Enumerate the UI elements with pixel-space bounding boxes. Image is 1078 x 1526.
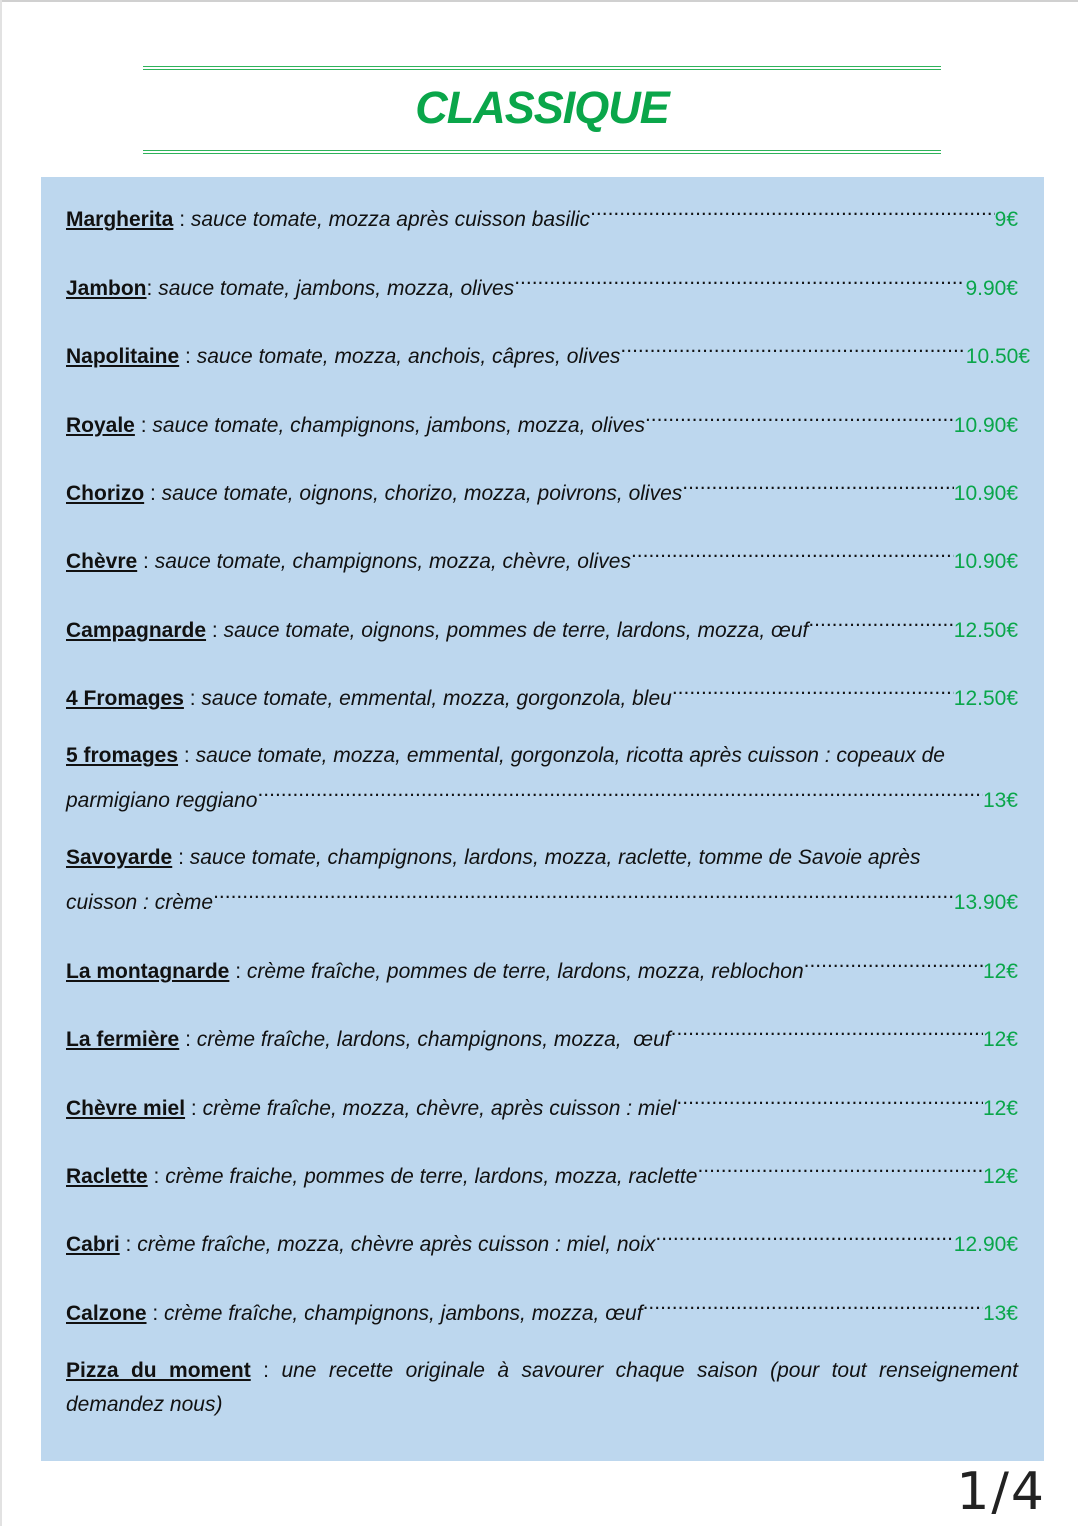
item-price: 10.90€: [953, 414, 1018, 437]
dot-leader: [804, 944, 983, 978]
item-name: Calzone: [66, 1302, 147, 1325]
menu-item-jambon: [66, 261, 1018, 306]
item-description: sauce tomate, mozza, anchois, câpres, olives: [196, 345, 621, 368]
item-separator: :: [173, 208, 191, 231]
item-description: sauce tomate, champignons, jambons, mozza, olives: [152, 414, 645, 437]
item-description: sauce tomate, mozza, emmental, gorgonzola, ricotta après cuisson : copeaux de: [195, 744, 945, 767]
item-description: sauce tomate, champignons, lardons, mozza, raclette, tomme de Savoie après: [189, 846, 921, 869]
item-name: Pizza du moment: [66, 1359, 251, 1382]
menu-item-4-fromages: [66, 671, 1018, 716]
dot-leader: [671, 1012, 983, 1046]
menu-item-campagnarde: [66, 603, 1018, 648]
item-separator: :: [144, 482, 162, 505]
dot-leader: [676, 1081, 983, 1115]
menu-item-calzone: [66, 1286, 1018, 1331]
menu-list: [41, 177, 1044, 1461]
menu-item-savoyarde: [66, 841, 1018, 920]
item-name: Napolitaine: [66, 345, 180, 368]
item-price: 12.50€: [953, 687, 1018, 710]
menu-item-margherita: [66, 192, 1018, 237]
menu-item-napolitaine: [66, 329, 1030, 374]
dot-leader: [213, 875, 954, 909]
item-price: 9.90€: [965, 277, 1018, 300]
item-separator: :: [147, 1165, 166, 1188]
item-description: crème fraîche, champignons, jambons, mozza, œuf: [164, 1302, 643, 1325]
page-top-border: [0, 0, 1078, 2]
title-rule-top: [143, 66, 941, 70]
menu-item-chevre-miel: [66, 1081, 1018, 1126]
item-separator: :: [206, 619, 224, 642]
item-name: 4 Fromages: [66, 687, 184, 710]
item-description: une recette originale à savourer chaque saison (pour tout renseignement demandez nous): [66, 1359, 1018, 1416]
dot-leader: [257, 773, 982, 807]
dot-leader: [620, 329, 965, 363]
item-separator: :: [178, 744, 196, 767]
item-separator: :: [146, 1302, 165, 1325]
menu-item-chevre: [66, 534, 1018, 579]
menu-item-raclette: [66, 1149, 1018, 1194]
item-description: crème fraîche, mozza, chèvre, après cuisson : miel: [202, 1097, 677, 1120]
item-description: sauce tomate, champignons, mozza, chèvre, olives: [154, 550, 631, 573]
item-description: crème fraîche, lardons, champignons, mozza, œuf: [196, 1028, 671, 1051]
item-price: 13.90€: [953, 891, 1018, 914]
item-price: 10.90€: [953, 550, 1018, 573]
item-name: La fermière: [66, 1028, 180, 1051]
item-name: Jambon: [66, 277, 147, 300]
menu-item-la-fermiere: [66, 1012, 1018, 1057]
item-name: Chèvre: [66, 550, 138, 573]
item-description: sauce tomate, oignons, chorizo, mozza, poivrons, olives: [161, 482, 683, 505]
item-description: sauce tomate, emmental, mozza, gorgonzola, bleu: [201, 687, 672, 710]
menu-item-5-fromages: [66, 739, 1018, 818]
menu-item-la-montagnarde: [66, 944, 1018, 989]
item-separator: :: [183, 687, 202, 710]
dot-leader: [590, 192, 995, 226]
item-price: 10.90€: [953, 482, 1018, 505]
item-name: 5 fromages: [66, 744, 179, 767]
item-name: Raclette: [66, 1165, 148, 1188]
item-separator: :: [134, 414, 153, 437]
item-price: 13€: [982, 789, 1018, 812]
item-price: 13€: [982, 1302, 1018, 1325]
item-separator: :: [250, 1359, 282, 1382]
page-left-border: [0, 0, 2, 1526]
item-separator: :: [119, 1233, 138, 1256]
item-name: Royale: [66, 414, 135, 437]
item-price: 12€: [982, 960, 1018, 983]
dot-leader: [672, 671, 954, 705]
title-rule-bottom: [143, 150, 941, 154]
item-description: sauce tomate, mozza après cuisson basilic: [190, 208, 591, 231]
item-name: Campagnarde: [66, 619, 207, 642]
dot-leader: [631, 534, 954, 568]
item-name: Cabri: [66, 1233, 120, 1256]
item-separator: :: [229, 960, 247, 983]
dot-leader: [643, 1286, 983, 1320]
page-number: 1/4: [956, 1462, 1046, 1522]
dot-leader: [645, 398, 954, 432]
item-price: 12.50€: [953, 619, 1018, 642]
item-description: crème fraîche, pommes de terre, lardons, mozza, reblochon: [246, 960, 804, 983]
menu-item-pizza-du-moment: [66, 1354, 1018, 1422]
item-name: Chorizo: [66, 482, 145, 505]
item-separator: :: [172, 846, 190, 869]
dot-leader: [697, 1149, 983, 1183]
item-description: sauce tomate, oignons, pommes de terre, lardons, mozza, œuf: [223, 619, 809, 642]
dot-leader: [808, 603, 953, 637]
item-price: 12.90€: [953, 1233, 1018, 1256]
item-description: crème fraiche, pommes de terre, lardons, mozza, raclette: [165, 1165, 698, 1188]
dot-leader: [514, 261, 965, 295]
item-separator: :: [179, 345, 197, 368]
item-description: sauce tomate, jambons, mozza, olives: [158, 277, 515, 300]
dot-leader: [655, 1217, 953, 1251]
menu-item-chorizo: [66, 466, 1018, 511]
item-separator: :: [146, 277, 159, 300]
dot-leader: [682, 466, 954, 500]
item-price: 12€: [982, 1097, 1018, 1120]
item-price: 12€: [982, 1028, 1018, 1051]
item-price: 12€: [982, 1165, 1018, 1188]
item-description-continued: parmigiano reggiano: [66, 789, 258, 812]
item-price: 10.50€: [965, 345, 1030, 368]
item-name: Savoyarde: [66, 846, 173, 869]
item-name: Chèvre miel: [66, 1097, 186, 1120]
item-description: crème fraîche, mozza, chèvre après cuisson : miel, noix: [137, 1233, 656, 1256]
item-name: Margherita: [66, 208, 174, 231]
menu-item-royale: [66, 398, 1018, 443]
item-description-continued: cuisson : crème: [66, 891, 214, 914]
item-price: 9€: [994, 208, 1018, 231]
item-separator: :: [137, 550, 155, 573]
item-separator: :: [179, 1028, 197, 1051]
menu-item-cabri: [66, 1217, 1018, 1262]
item-name: La montagnarde: [66, 960, 230, 983]
page-title: CLASSIQUE: [415, 82, 669, 133]
item-separator: :: [185, 1097, 203, 1120]
